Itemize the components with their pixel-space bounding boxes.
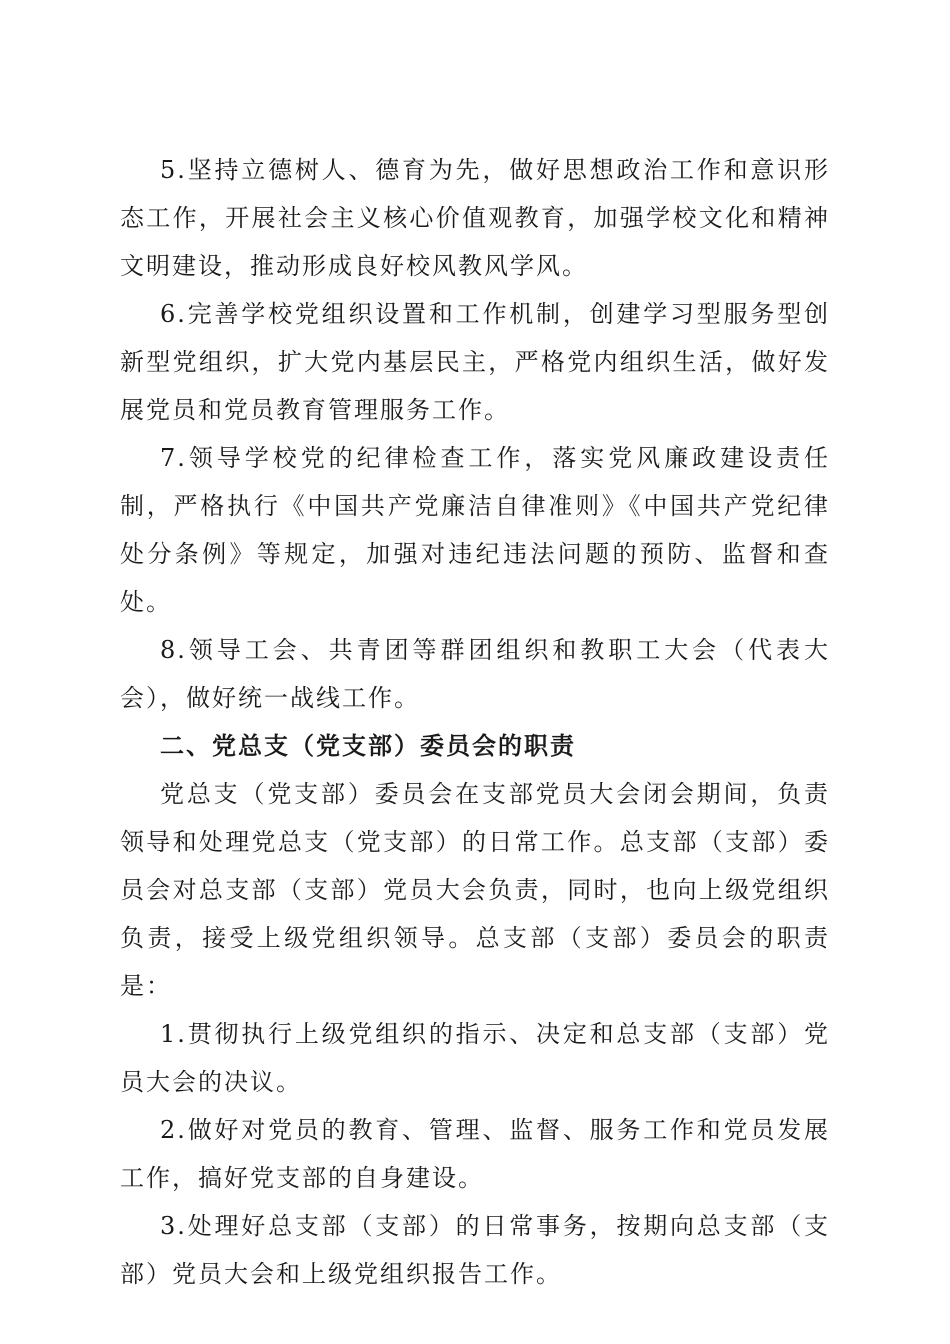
paragraph-duty-1: 1.贯彻执行上级党组织的指示、决定和总支部（支部）党员大会的决议。 [120, 1020, 830, 1096]
paragraph-item-5: 5.坚持立德树人、德育为先，做好思想政治工作和意识形态工作，开展社会主义核心价值观教育，加强学校文化和精神文明建设，推动形成良好校风教风学风。 [120, 156, 830, 280]
section-heading: 二、党总支（党支部）委员会的职责 [160, 732, 576, 760]
paragraph-item-6: 6.完善学校党组织设置和工作机制，创建学习型服务型创新型党组织，扩大党内基层民主，严格党内组织生活，做好发展党员和党员教育管理服务工作。 [120, 300, 830, 424]
paragraph-intro: 党总支（党支部）委员会在支部党员大会闭会期间，负责领导和处理党总支（党支部）的日常工作。总支部（支部）委员会对总支部（支部）党员大会负责，同时，也向上级党组织负责，接受上级党组织领导。总支部（支部）委员会的职责是： [120, 780, 830, 1000]
paragraph-duty-3: 3.处理好总支部（支部）的日常事务，按期向总支部（支部）党员大会和上级党组织报告工作。 [120, 1212, 830, 1288]
paragraph-duty-2: 2.做好对党员的教育、管理、监督、服务工作和党员发展工作，搞好党支部的自身建设。 [120, 1116, 830, 1192]
paragraph-item-8: 8.领导工会、共青团等群团组织和教职工大会（代表大会），做好统一战线工作。 [120, 636, 830, 712]
paragraph-item-7: 7.领导学校党的纪律检查工作，落实党风廉政建设责任制，严格执行《中国共产党廉洁自律准则》《中国共产党纪律处分条例》等规定，加强对违纪违法问题的预防、监督和查处。 [120, 444, 830, 616]
document-body [120, 146, 830, 1298]
